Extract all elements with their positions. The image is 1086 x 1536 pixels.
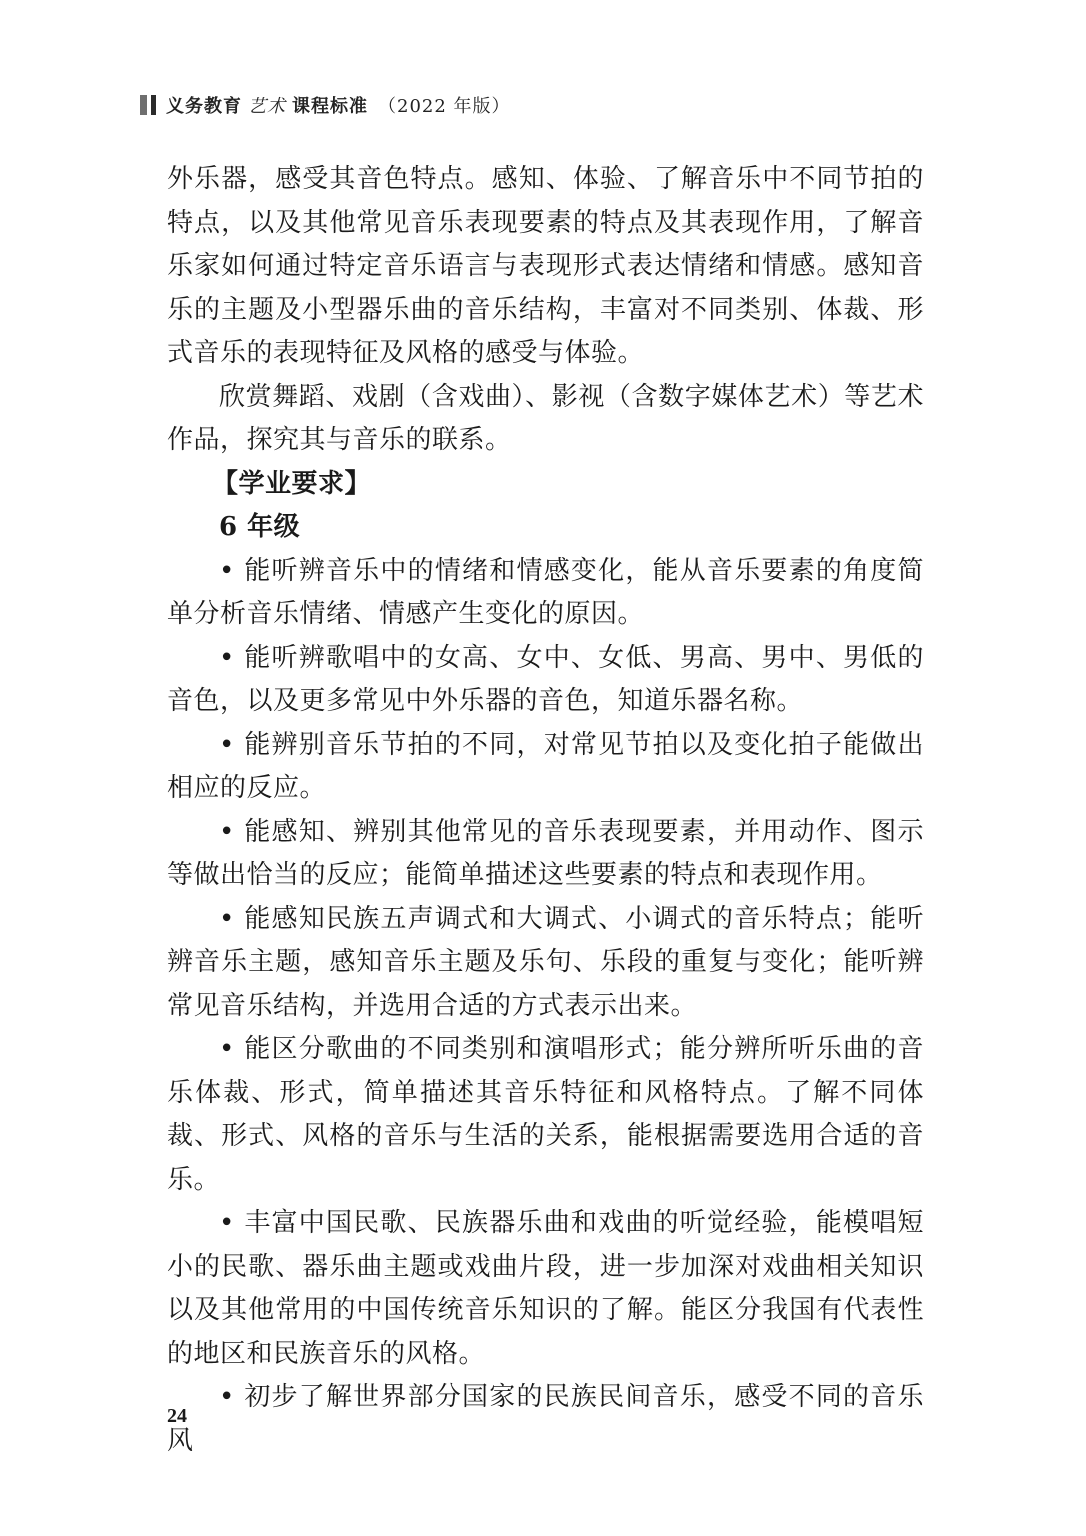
- list-item: • 丰富中国民歌、民族器乐曲和戏曲的听觉经验，能模唱短小的民歌、器乐曲主题或戏曲片段，进一步加深对戏曲相关知识以及其他常用的中国传统音乐知识的了解。能区分我国有代表性的地区和民族音乐的风格。: [167, 1208, 924, 1369]
- list-item: • 能区分歌曲的不同类别和演唱形式；能分辨所听乐曲的音乐体裁、形式，简单描述其音乐特征和风格特点。了解不同体裁、形式、风格的音乐与生活的关系，能根据需要选用合适的音乐。: [167, 1034, 924, 1195]
- header-title-rest: 课程标准: [292, 96, 368, 117]
- paragraph-continued: 外乐器，感受其音色特点。感知、体验、了解音乐中不同节拍的特点，以及其他常见音乐表现要素的特点及其表现作用，了解音乐家如何通过特定音乐语言与表现形式表达情绪和情感。感知音乐的主题及小型器乐曲的音乐结构，丰富对不同类别、体裁、形式音乐的表现特征及风格的感受与体验。: [167, 164, 924, 368]
- header-title-main: 义务教育: [166, 96, 242, 117]
- header-bars-icon: [140, 95, 156, 115]
- list-item: • 初步了解世界部分国家的民族民间音乐，感受不同的音乐风: [167, 1382, 924, 1456]
- header-edition: （2022 年版）: [378, 96, 511, 117]
- page-body: [167, 158, 924, 1463]
- paragraph-appreciation: 欣赏舞蹈、戏剧（含戏曲）、影视（含数字媒体艺术）等艺术作品，探究其与音乐的联系。: [167, 381, 924, 455]
- page-number: 24: [167, 1405, 187, 1427]
- header-title-italic: 艺术: [248, 96, 286, 117]
- list-item: • 能感知、辨别其他常见的音乐表现要素，并用动作、图示等做出恰当的反应；能简单描述这些要素的特点和表现作用。: [167, 816, 924, 890]
- list-item: • 能感知民族五声调式和大调式、小调式的音乐特点；能听辨音乐主题，感知音乐主题及乐句、乐段的重复与变化；能听辨常见音乐结构，并选用合适的方式表示出来。: [167, 903, 924, 1021]
- list-item: • 能听辨音乐中的情绪和情感变化，能从音乐要素的角度简单分析音乐情绪、情感产生变化的原因。: [167, 555, 924, 629]
- list-item: • 能辨别音乐节拍的不同，对常见节拍以及变化拍子能做出相应的反应。: [167, 729, 924, 803]
- running-header: [140, 90, 511, 120]
- grade-heading: 6 年级: [219, 512, 301, 542]
- header-title: [166, 92, 511, 118]
- section-heading: 【学业要求】: [212, 468, 372, 499]
- list-item: • 能听辨歌唱中的女高、女中、女低、男高、男中、男低的音色，以及更多常见中外乐器的音色，知道乐器名称。: [167, 642, 924, 716]
